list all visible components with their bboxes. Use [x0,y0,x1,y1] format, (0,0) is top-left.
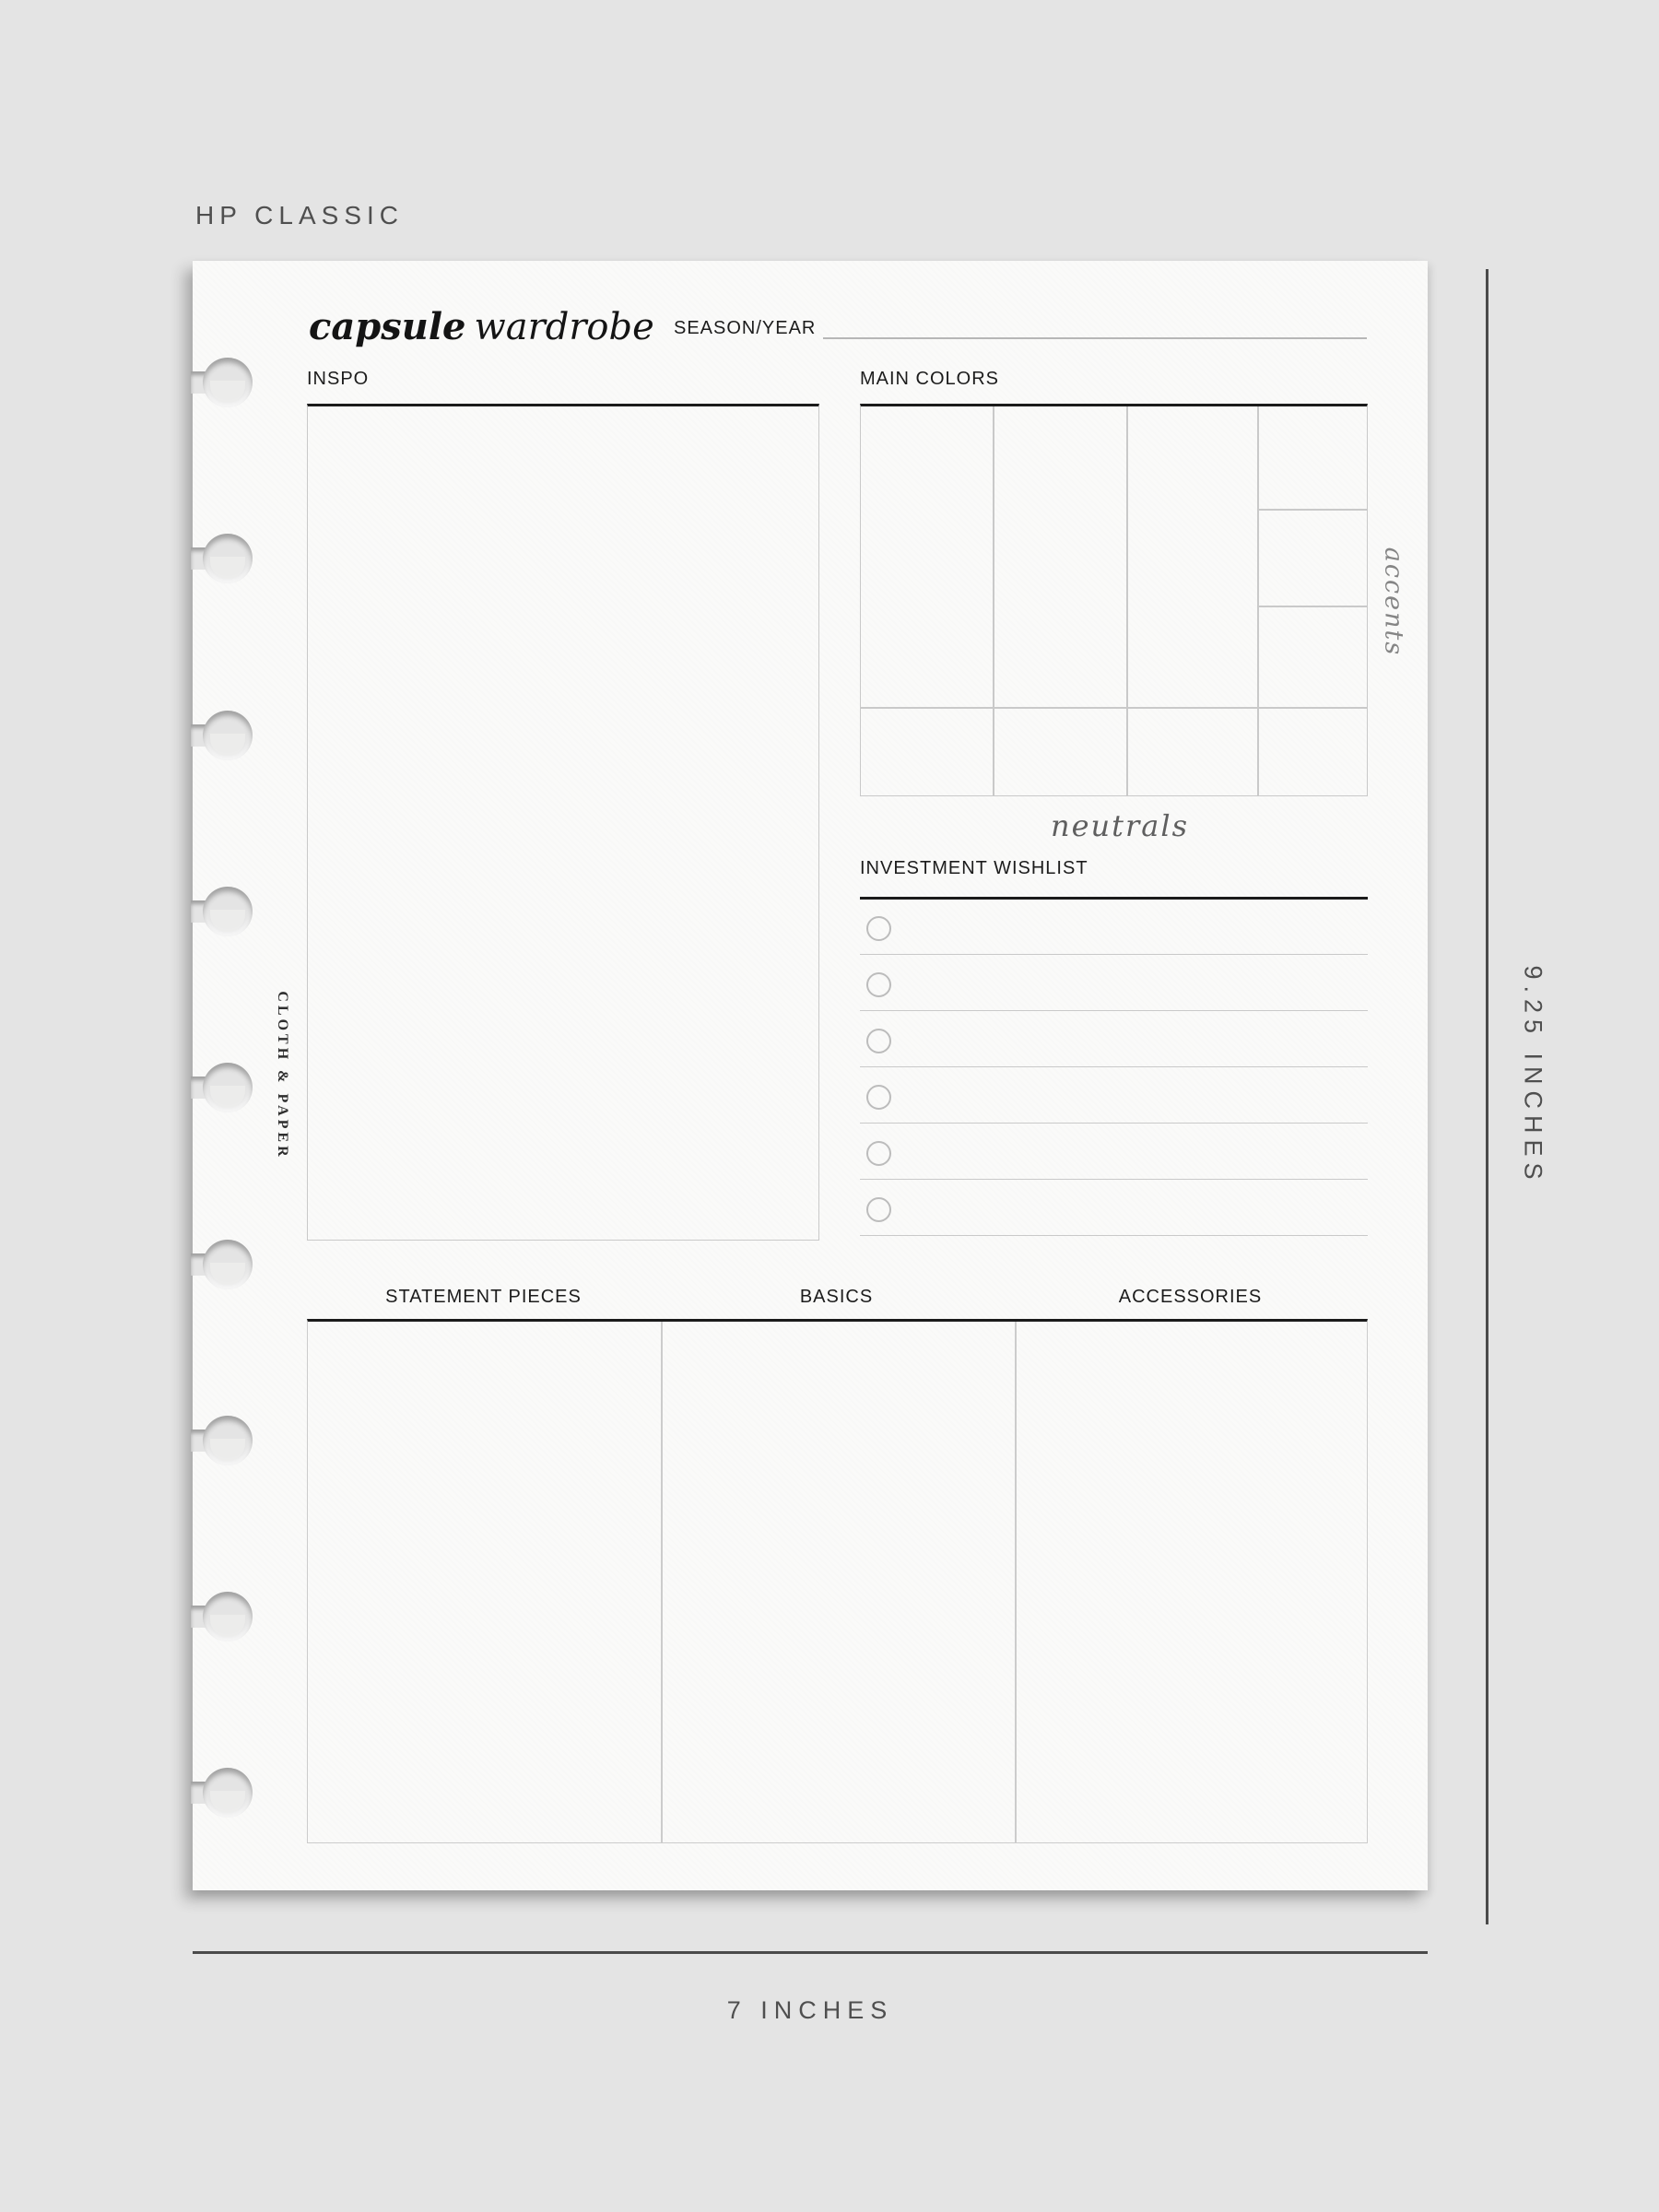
disc-punch-notch [191,886,255,937]
wishlist-row [860,899,1368,955]
height-measure-label: 9.25 INCHES [1519,965,1547,1186]
disc-punch-notch [191,1415,255,1466]
bottom-columns-box [307,1319,1368,1843]
season-year-writein-line [823,337,1367,339]
season-year-label: SEASON/YEAR [674,318,817,338]
planner-size-label: HP CLASSIC [195,201,404,229]
disc-punch-notch [191,533,255,584]
wishlist-bullet-circle [866,1029,891,1053]
wishlist-bullet-circle [866,1141,891,1166]
disc-punch-notch [191,1062,255,1113]
disc-punch-notch [191,1591,255,1642]
wishlist-bullet-circle [866,1197,891,1222]
bottom-column-divider [661,1322,663,1842]
main-colors-grid-divider [993,406,994,795]
height-measure-line [1486,269,1488,1924]
main-colors-grid [860,404,1368,796]
disc-punch-notch [191,357,255,408]
wishlist-row [860,955,1368,1011]
wishlist-row [860,1011,1368,1067]
page-title-bold: capsule [309,305,466,348]
page-title-light: wardrobe [474,306,654,348]
width-measure-line [193,1951,1428,1954]
main-colors-section-label: MAIN COLORS [860,369,1000,389]
wishlist-bullet-circle [866,916,891,941]
wishlist-bullet-circle [866,1085,891,1110]
wishlist-row [860,1124,1368,1180]
disc-punch-notch [191,1767,255,1818]
brand-imprint: CLOTH & PAPER [275,991,290,1160]
accents-cell-divider [1257,509,1367,511]
inspo-box [307,404,819,1241]
wishlist-row [860,1180,1368,1236]
main-colors-neutrals-row-divider [861,707,1367,709]
accents-label: accents [1379,547,1408,657]
accents-cell-divider [1257,606,1367,607]
planner-page [193,261,1428,1890]
basics-label: BASICS [799,1287,874,1307]
statement-pieces-label: STATEMENT PIECES [385,1287,582,1307]
accessories-label: ACCESSORIES [1118,1287,1263,1307]
wishlist-row [860,1067,1368,1124]
disc-punch-notch [191,1239,255,1290]
investment-wishlist-label: INVESTMENT WISHLIST [860,858,1088,878]
disc-punch-notch [191,710,255,761]
main-colors-grid-divider [1126,406,1128,795]
main-colors-grid-divider [1257,406,1259,795]
width-measure-label: 7 INCHES [726,1996,894,2024]
wishlist-bullet-circle [866,972,891,997]
bottom-column-divider [1015,1322,1017,1842]
inspo-section-label: INSPO [307,369,370,389]
neutrals-label: neutrals [1050,808,1190,843]
page-title [309,305,654,348]
